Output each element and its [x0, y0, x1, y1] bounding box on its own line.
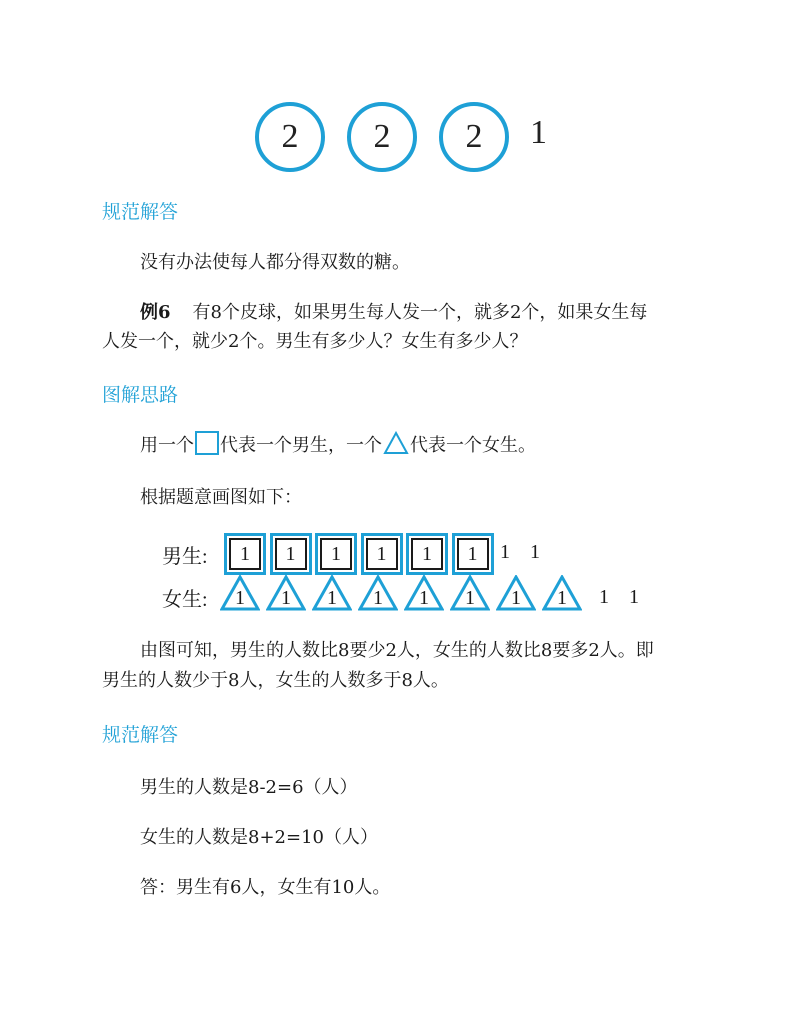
section-heading-standard-answer-2: 规范解答	[102, 724, 179, 746]
girl-triangle-number: 1	[511, 587, 521, 609]
girl-extra-number: 1	[629, 586, 639, 608]
plain-number: 1	[530, 114, 547, 151]
legend-text-1: 用一个	[140, 435, 194, 456]
conclusion-line-1: 由图可知，男生的人数比8要少2人，女生的人数比8要多2人。即	[140, 640, 654, 661]
circled-number-text: 2	[281, 118, 299, 155]
boy-square: 1	[457, 538, 489, 570]
circled-number-1	[255, 102, 325, 172]
example-text-1: 有8个皮球，如果男生每人发一个，就多2个，如果女生每	[192, 302, 648, 323]
legend-text-3: 代表一个女生。	[410, 435, 536, 456]
square-icon	[195, 431, 219, 455]
girls-row-label: 女生:	[162, 589, 208, 611]
boy-extra-number: 1	[500, 541, 510, 563]
girl-triangle-number: 1	[327, 587, 337, 609]
triangle-icon	[383, 431, 409, 455]
girl-triangle-number: 1	[465, 587, 475, 609]
girl-triangle	[220, 575, 260, 611]
girl-triangle	[542, 575, 582, 611]
example-line-2: 人发一个，就少2个。男生有多少人？女生有多少人？	[102, 331, 528, 352]
boy-square: 1	[366, 538, 398, 570]
boys-calculation: 男生的人数是8-2=6（人）	[140, 777, 358, 798]
girl-triangle	[266, 575, 306, 611]
boy-square: 1	[320, 538, 352, 570]
boy-square: 1	[275, 538, 307, 570]
girl-triangle	[312, 575, 352, 611]
boys-row-label: 男生:	[162, 546, 208, 568]
example-label: 例6	[140, 302, 171, 323]
circled-number-3	[439, 102, 509, 172]
girl-triangle-number: 1	[419, 587, 429, 609]
girl-triangle	[404, 575, 444, 611]
section-heading-standard-answer: 规范解答	[102, 201, 179, 223]
girl-triangle-number: 1	[373, 587, 383, 609]
girls-calculation: 女生的人数是8+2=10（人）	[140, 827, 378, 848]
legend-line	[140, 428, 536, 464]
girl-triangle-number: 1	[557, 587, 567, 609]
girl-triangle	[358, 575, 398, 611]
girl-extra-number: 1	[599, 586, 609, 608]
boy-extra-number: 1	[530, 541, 540, 563]
draw-intro-text: 根据题意画图如下：	[140, 487, 302, 508]
legend-text-2: 代表一个男生，一个	[220, 435, 382, 456]
boy-square: 1	[411, 538, 443, 570]
girl-triangle	[450, 575, 490, 611]
circled-number-text: 2	[373, 118, 391, 155]
girl-triangle-number: 1	[281, 587, 291, 609]
section-heading-diagram-thinking: 图解思路	[102, 384, 179, 406]
girl-triangle	[496, 575, 536, 611]
final-answer: 答：男生有6人，女生有10人。	[140, 877, 391, 898]
boy-square: 1	[229, 538, 261, 570]
answer-text: 没有办法使每人都分得双数的糖。	[140, 252, 410, 273]
girl-triangle-number: 1	[235, 587, 245, 609]
circled-number-text: 2	[465, 118, 483, 155]
circled-number-2	[347, 102, 417, 172]
conclusion-line-2: 男生的人数少于8人，女生的人数多于8人。	[102, 670, 449, 691]
